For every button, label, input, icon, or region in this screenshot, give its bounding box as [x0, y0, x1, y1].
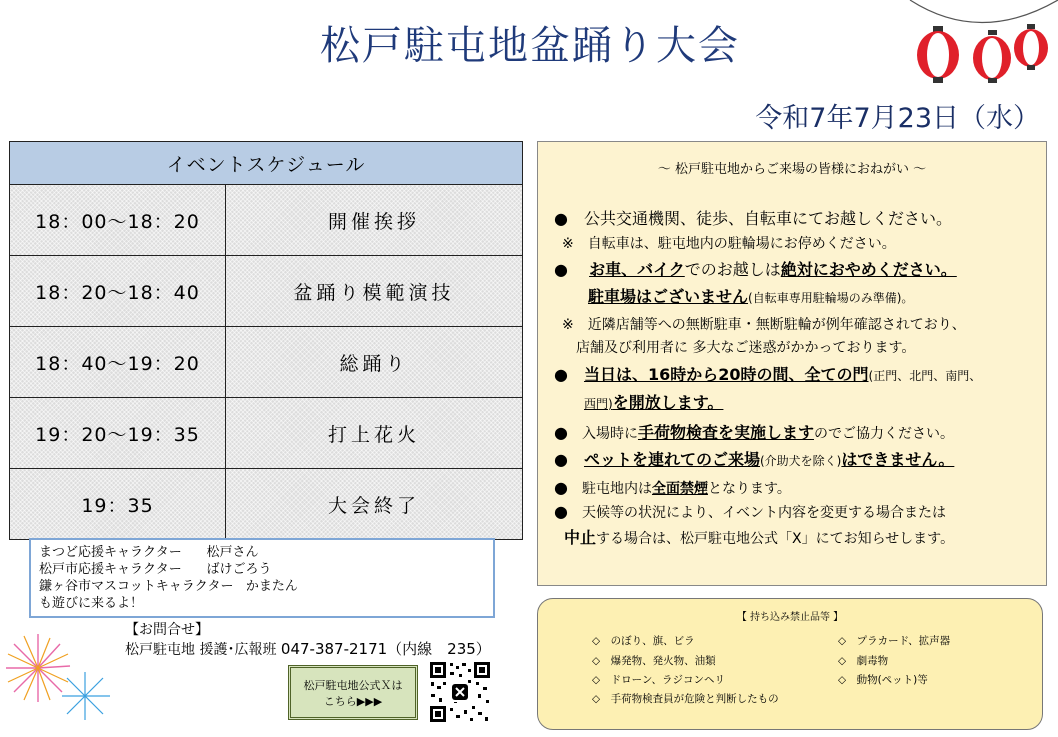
request-item-2b: 駐車場はございません(自転車専用駐輪場のみ準備)。: [588, 287, 914, 306]
request-item-3: ● 当日は、16時から20時の間、全ての門(正門、北門、南門、: [554, 365, 982, 384]
schedule-header-row: [10, 142, 523, 185]
contact-org: 松戸駐屯地 援護･広報班: [125, 642, 277, 658]
lantern-decoration-icon: [900, 0, 1058, 100]
list-item: ◇ 爆発物、発火物、油類: [592, 655, 716, 667]
mascot-box: [29, 538, 495, 618]
request-note-2: ※ 近隣店舗等への無断駐車・無断駐輪が例年確認されており、: [562, 317, 966, 333]
request-heading: ～ 松戸駐屯地からご来場の皆様におねがい ～: [657, 162, 927, 177]
table-row: [10, 256, 523, 327]
request-item-6: ● 駐屯地内は全面禁煙となります。: [554, 478, 791, 497]
schedule-item: 大会終了: [226, 469, 523, 540]
list-item: ◇ プラカード、拡声器: [838, 635, 951, 647]
x-link-box[interactable]: [288, 665, 418, 720]
table-row: [10, 327, 523, 398]
event-date: 令和7年7月23日（水）: [755, 103, 1040, 134]
schedule-item: 打上花火: [226, 398, 523, 469]
list-item: ◇ 劇毒物: [838, 655, 889, 667]
contact-info: [125, 621, 491, 660]
request-item-4: ● 入場時に手荷物検査を実施しますのでご協力ください。: [554, 423, 954, 442]
request-note-1: ※ 自転車は、駐屯地内の駐輪場にお停めください。: [562, 236, 896, 252]
schedule-item: 盆踊り模範演技: [226, 256, 523, 327]
prohibited-heading: 【 持ち込み禁止品等 】: [736, 612, 844, 623]
x-link-line2: こちら▶▶▶: [323, 695, 383, 708]
fireworks-icon: [0, 628, 120, 737]
mascot-line: 松戸市応援キャラクター ばけごろう: [39, 562, 272, 577]
schedule-item: 開催挨拶: [226, 185, 523, 256]
request-note-2b: 店舗及び利用者に 多大なご迷惑がかかっております。: [576, 340, 916, 356]
request-item-5: ● ペットを連れてのご来場(介助犬を除く)はできません。: [554, 450, 955, 469]
page-title: 松戸駐屯地盆踊り大会: [320, 23, 740, 69]
list-item: ◇ 動物(ペット)等: [838, 674, 928, 686]
list-item: ◇ 手荷物検査員が危険と判断したもの: [592, 693, 779, 705]
table-row: [10, 398, 523, 469]
mascot-line: も遊びに来るよ！: [39, 596, 144, 611]
schedule-time: 18：20～18：40: [10, 256, 226, 327]
contact-phone[interactable]: 047-387-2171（内線 235）: [280, 640, 491, 658]
contact-line: [125, 640, 491, 660]
contact-label: 【お問合せ】: [125, 622, 209, 638]
mascot-line: まつど応援キャラクター 松戸さん: [39, 545, 259, 560]
schedule-time: 19：35: [10, 469, 226, 540]
request-item-2: ● お車、バイクでのお越しは絶対におやめください。: [554, 260, 957, 279]
mascot-line: 鎌ヶ谷市マスコットキャラクター かまたん: [39, 579, 298, 594]
list-item: ◇ のぼり、旗、ビラ: [592, 635, 695, 647]
x-link-line1: 松戸駐屯地公式Ｘは: [303, 679, 403, 692]
schedule-time: 18：00～18：20: [10, 185, 226, 256]
qr-code-icon[interactable]: [428, 660, 492, 724]
prohibited-items-box: [537, 598, 1043, 730]
schedule-time: 19：20～19：35: [10, 398, 226, 469]
request-box: [537, 141, 1047, 586]
schedule-item: 総踊り: [226, 327, 523, 398]
schedule-time: 18：40～19：20: [10, 327, 226, 398]
request-item-3b: 西門)を開放します。: [584, 393, 724, 412]
list-item: ◇ ドローン、ラジコンヘリ: [592, 674, 726, 686]
request-item-7: ● 天候等の状況により、イベント内容を変更する場合または: [554, 502, 946, 521]
request-item-7b: 中止する場合は、松戸駐屯地公式「X」にてお知らせします。: [564, 528, 955, 547]
table-row: [10, 185, 523, 256]
schedule-table: [9, 141, 523, 540]
schedule-header: イベントスケジュール: [10, 142, 523, 185]
request-item-1: ● 公共交通機関、徒歩、自転車にてお越しください。: [554, 209, 952, 228]
table-row: [10, 469, 523, 540]
